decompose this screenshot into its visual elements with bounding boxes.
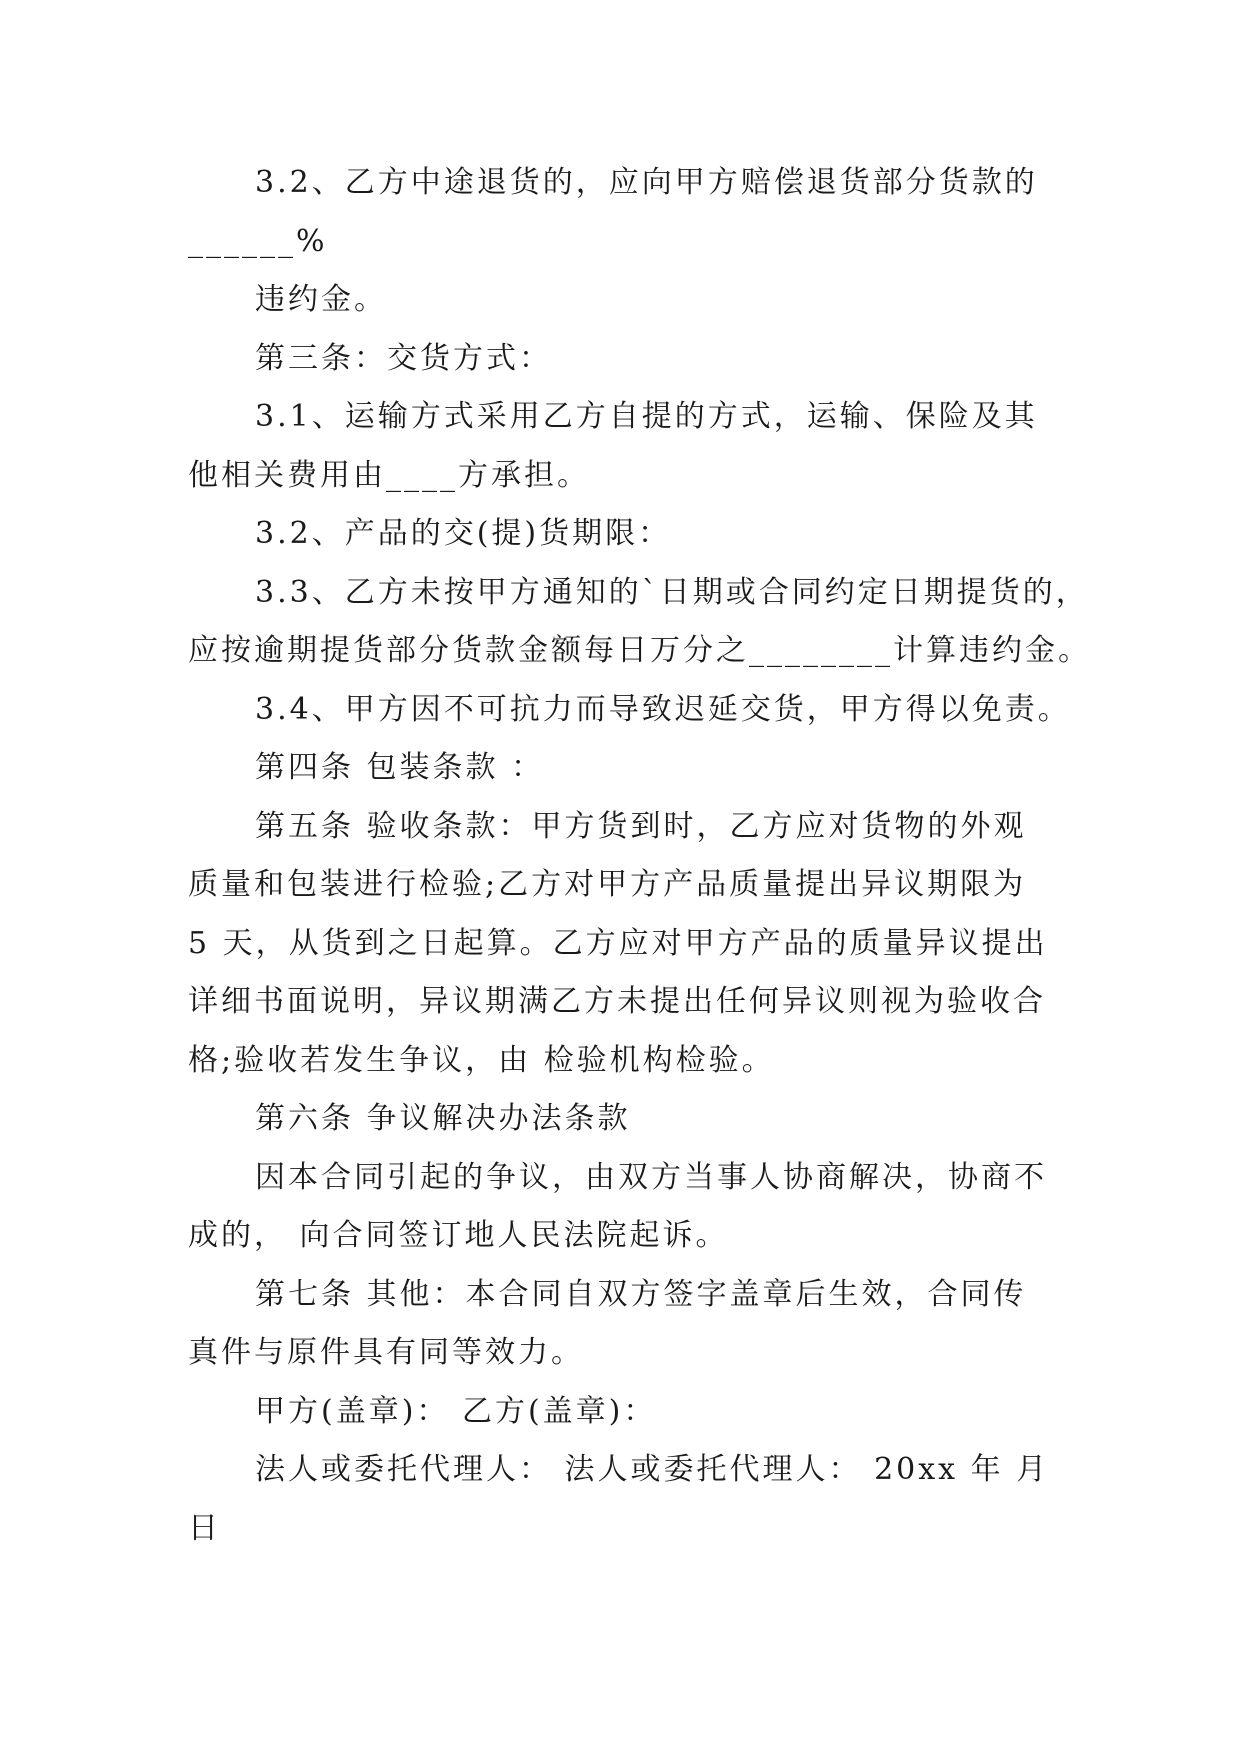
- text-line-21: 真件与原件具有同等效力。: [188, 1335, 584, 1370]
- text-line-3: 违约金。: [255, 282, 387, 317]
- text-line-20: 第七条 其他：本合同自双方签字盖章后生效，合同传: [255, 1276, 1027, 1312]
- text-line-18: 因本合同引起的争议，由双方当事人协商解决，协商不: [255, 1159, 1047, 1195]
- text-line-17: 第六条 争议解决办法条款: [255, 1101, 631, 1136]
- text-line-14: 5 天，从货到之日起算。乙方应对甲方产品的质量异议提出: [188, 925, 1048, 961]
- text-line-7: 3.2、产品的交(提)货期限：: [255, 516, 672, 551]
- text-line-1: 3.2、乙方中途退货的，应向甲方赔偿退货部分货款的: [255, 165, 1038, 200]
- text-line-19: 成的， 向合同签订地人民法院起诉。: [188, 1218, 729, 1253]
- text-line-4: 第三条：交货方式：: [255, 340, 552, 376]
- text-line-22: 甲方(盖章)： 乙方(盖章)：: [255, 1393, 657, 1429]
- text-line-6: 他相关费用由____方承担。: [188, 457, 590, 493]
- text-line-13: 质量和包装进行检验;乙方对甲方产品质量提出异议期限为: [188, 867, 1027, 902]
- text-line-23: 法人或委托代理人： 法人或委托代理人： 20xx 年 月: [255, 1452, 1050, 1487]
- text-line-5: 3.1、运输方式采用乙方自提的方式，运输、保险及其: [255, 399, 1038, 434]
- text-line-10: 3.4、甲方因不可抗力而导致迟延交货，甲方得以免责。: [255, 691, 1071, 727]
- text-line-11: 第四条 包装条款 ：: [255, 750, 545, 785]
- text-line-9: 应按逾期提货部分货款金额每日万分之________计算违约金。: [188, 633, 1091, 668]
- text-line-8: 3.3、乙方未按甲方通知的`日期或合同约定日期提货的，: [255, 574, 1089, 610]
- text-line-16: 格;验收若发生争议，由 检验机构检验。: [188, 1042, 775, 1078]
- text-line-2: ______%: [188, 223, 328, 259]
- text-line-12: 第五条 验收条款：甲方货到时，乙方应对货物的外观: [255, 808, 1027, 844]
- text-line-15: 详细书面说明，异议期满乙方未提出任何异议则视为验收合: [188, 984, 1046, 1019]
- contract-text-body: [188, 154, 1091, 1558]
- text-line-24: 日: [188, 1510, 221, 1546]
